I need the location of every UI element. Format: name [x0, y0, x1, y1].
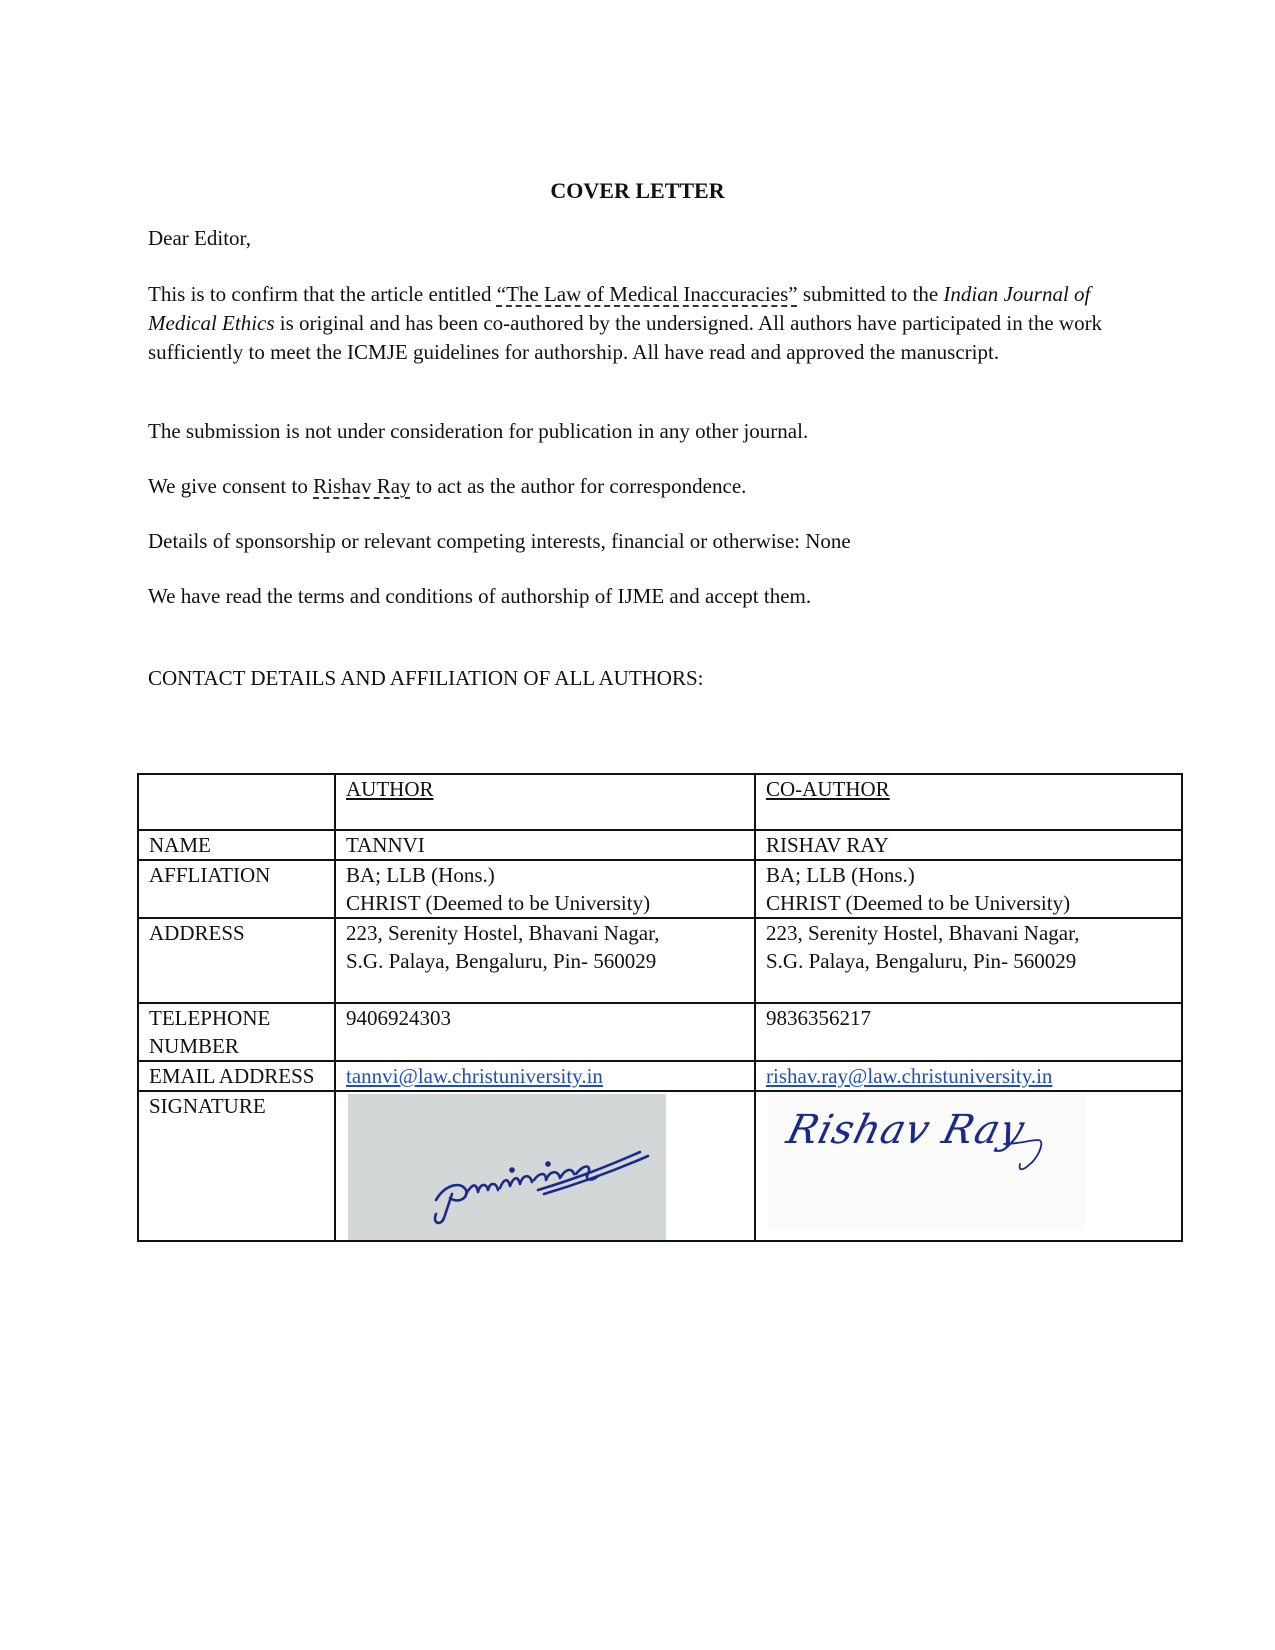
coauthor-university: CHRIST (Deemed to be University)	[766, 891, 1071, 915]
salutation: Dear Editor,	[148, 226, 251, 250]
coauthor-email-link[interactable]: rishav.ray@law.christuniversity.in	[766, 1064, 1053, 1088]
table-row-email	[138, 1061, 1182, 1091]
telephone-label: TELEPHONE NUMBER	[138, 1003, 335, 1061]
coauthor-degree: BA; LLB (Hons.)	[766, 863, 915, 887]
author-email-link[interactable]: tannvi@law.christuniversity.in	[346, 1064, 603, 1088]
author-name: TANNVI	[335, 830, 755, 860]
author-university: CHRIST (Deemed to be University)	[346, 891, 651, 915]
article-title: “The Law of Medical Inaccuracies”	[496, 282, 798, 306]
author-address-line1: 223, Serenity Hostel, Bhavani Nagar,	[346, 921, 660, 945]
submission-statement: The submission is not under consideration for publication in any other journal.	[148, 419, 809, 443]
coauthor-address-line2: S.G. Palaya, Bengaluru, Pin- 560029	[766, 949, 1077, 973]
coauthor-signature-image	[768, 1094, 1086, 1230]
table-row-telephone	[138, 1003, 1182, 1061]
email-label: EMAIL ADDRESS	[138, 1061, 335, 1091]
coauthor-signature: Rishav Ray	[782, 1107, 1030, 1153]
coauthor-address-line1: 223, Serenity Hostel, Bhavani Nagar,	[766, 921, 1080, 945]
page-title: COVER LETTER	[550, 178, 725, 203]
author-column-header: AUTHOR	[346, 777, 434, 801]
author-degree: BA; LLB (Hons.)	[346, 863, 495, 887]
table-row-name	[138, 830, 1182, 860]
confirmation-paragraph: This is to confirm that the article entitled “The Law of Medical Inaccuracies” submitted to the Indian Journal of Medical Ethics is original and has been co-authored by the undersigned. All authors have participated in the work sufficiently to meet the ICMJE guidelines for authorship. All have read and approved the manuscript.	[148, 282, 1103, 364]
coauthor-column-header: CO-AUTHOR	[766, 777, 890, 801]
consent-statement: We give consent to Rishav Ray to act as the author for correspondence.	[148, 474, 747, 498]
address-label: ADDRESS	[138, 918, 335, 1003]
author-address-line2: S.G. Palaya, Bengaluru, Pin- 560029	[346, 949, 657, 973]
coauthor-telephone: 9836356217	[755, 1003, 1182, 1061]
table-row-address	[138, 918, 1182, 1003]
name-label: NAME	[138, 830, 335, 860]
table-header-row	[138, 774, 1182, 830]
affiliation-label: AFFLIATION	[138, 860, 335, 918]
correspondence-author-name: Rishav Ray	[313, 474, 411, 498]
coauthor-name: RISHAV RAY	[755, 830, 1182, 860]
signature-label: SIGNATURE	[138, 1091, 335, 1241]
author-signature-image	[348, 1094, 666, 1240]
table-row-signature	[138, 1091, 1182, 1241]
author-telephone: 9406924303	[335, 1003, 755, 1061]
contact-heading: CONTACT DETAILS AND AFFILIATION OF ALL AUTHORS:	[148, 666, 704, 690]
authors-table	[137, 773, 1183, 1242]
terms-statement: We have read the terms and conditions of authorship of IJME and accept them.	[148, 584, 812, 608]
competing-interests-statement: Details of sponsorship or relevant competing interests, financial or otherwise: None	[148, 529, 851, 553]
table-row-affiliation	[138, 860, 1182, 918]
journal-name: Indian Journal of Medical Ethics	[148, 282, 1091, 335]
